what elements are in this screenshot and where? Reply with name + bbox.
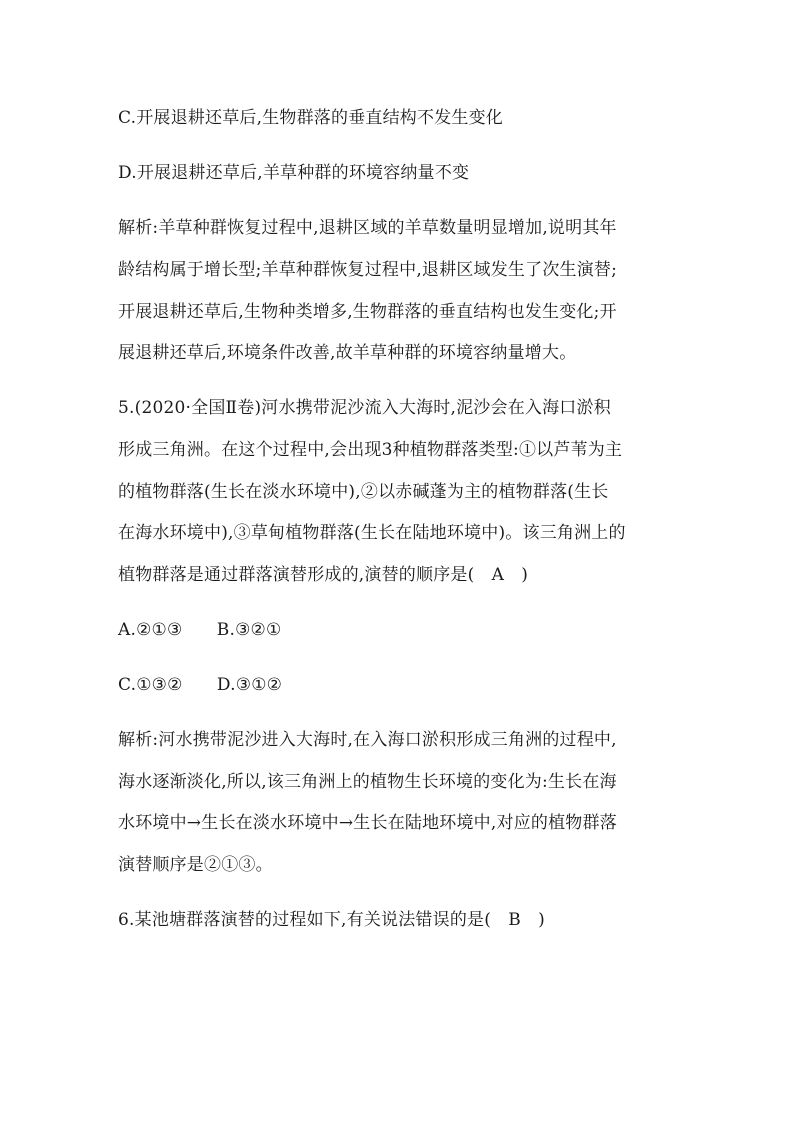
option-c-line: C.开展退耕还草后,生物群落的垂直结构不发生变化: [118, 108, 504, 128]
question-5-line-3: 的植物群落(生长在淡水环境中),②以赤碱蓬为主的植物群落(生长: [118, 482, 609, 502]
analysis-line-4: 展退耕还草后,环境条件改善,故羊草种群的环境容纳量增大。: [118, 343, 577, 363]
options-cd-line: C.①③② D.③①②: [118, 675, 283, 695]
analysis-5-line-4: 演替顺序是②①③。: [118, 855, 273, 875]
question-6-line: 6.某池塘群落演替的过程如下,有关说法错误的是( B ): [118, 910, 545, 930]
question-5-line-2: 形成三角洲。在这个过程中,会出现3种植物群落类型:①以芦苇为主: [118, 440, 623, 460]
analysis-line-2: 龄结构属于增长型;羊草种群恢复过程中,退耕区域发生了次生演替;: [118, 260, 618, 280]
question-5-line-4: 在海水环境中),③草甸植物群落(生长在陆地环境中)。该三角洲上的: [118, 523, 626, 543]
analysis-line-3: 开展退耕还草后,生物种类增多,生物群落的垂直结构也发生变化;开: [118, 302, 617, 322]
analysis-line-1: 解析:羊草种群恢复过程中,退耕区域的羊草数量明显增加,说明其年: [118, 218, 617, 238]
analysis-5-line-3: 水环境中→生长在淡水环境中→生长在陆地环境中,对应的植物群落: [118, 813, 617, 833]
analysis-5-line-1: 解析:河水携带泥沙进入大海时,在入海口淤积形成三角洲的过程中,: [118, 730, 617, 750]
option-d-line: D.开展退耕还草后,羊草种群的环境容纳量不变: [118, 163, 470, 183]
question-5-line-1: 5.(2020·全国Ⅱ卷)河水携带泥沙流入大海时,泥沙会在入海口淤积: [118, 398, 611, 418]
options-ab-line: A.②①③ B.③②①: [118, 620, 282, 640]
question-5-line-5: 植物群落是通过群落演替形成的,演替的顺序是( A ): [118, 565, 529, 585]
analysis-5-line-2: 海水逐渐淡化,所以,该三角洲上的植物生长环境的变化为:生长在海: [118, 772, 617, 792]
